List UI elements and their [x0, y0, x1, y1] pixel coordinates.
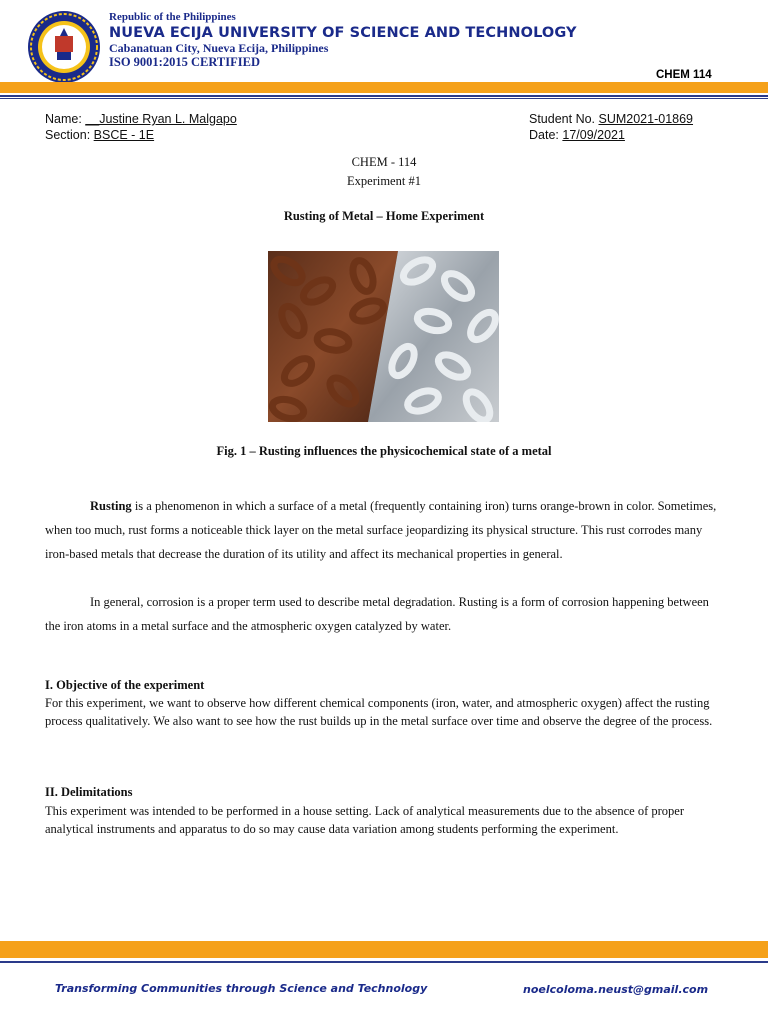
- university-city: Cabanatuan City, Nueva Ecija, Philippines: [109, 41, 329, 55]
- header-blue-rule: [0, 95, 768, 97]
- footer-blue-rule: [0, 961, 768, 963]
- date-field: [529, 128, 625, 142]
- section-value: BSCE - 1E: [93, 128, 155, 142]
- figure-caption: Fig. 1 – Rusting influences the physicochemical state of a metal: [216, 444, 552, 458]
- republic-text: Republic of the Philippines: [109, 11, 236, 23]
- objective-body: For this experiment, we want to observe how different chemical components (iron, water, and atmospheric oxygen) affect the rusting process qualitatively. We also want to see how the rust builds up in the metal surface over time and observe the degree of the process.: [45, 696, 713, 728]
- section-field: [45, 128, 154, 142]
- student-no-field: [529, 112, 693, 126]
- university-seal-icon: [27, 10, 101, 84]
- university-name: NUEVA ECIJA UNIVERSITY OF SCIENCE AND TECHNOLOGY: [109, 25, 577, 41]
- header-course-code: CHEM 114: [656, 69, 712, 81]
- footer-email: noelcoloma.neust@gmail.com: [523, 983, 709, 996]
- header-orange-band: [0, 82, 768, 93]
- date-label: Date:: [529, 128, 559, 142]
- name-value: __Justine Ryan L. Malgapo: [85, 112, 237, 126]
- course-line: CHEM - 114: [351, 155, 417, 169]
- rusted-and-clean-chains-photo: [268, 251, 499, 422]
- delimitations-heading: II. Delimitations: [45, 785, 133, 799]
- intro-paragraph-1: [45, 494, 720, 566]
- experiment-line: Experiment #1: [347, 174, 421, 188]
- footer-motto: Transforming Communities through Science and Technology: [55, 982, 428, 995]
- intro-paragraph-1-text: is a phenomenon in which a surface of a metal (frequently containing iron) turns orange-brown in color. Sometimes, when too much, rust forms a noticeable thick layer on the metal surface jeopardizing its physical structure. This rust corrodes many iron-based metals that decrease the duration of its utility and affect its mechanical properties in general.: [45, 499, 717, 561]
- rusting-term: Rusting: [90, 499, 132, 513]
- header-blue-rule-thin: [0, 98, 768, 99]
- date-value: 17/09/2021: [562, 128, 625, 142]
- student-no-label: Student No.: [529, 112, 596, 126]
- name-field: [45, 112, 237, 126]
- document-title: Rusting of Metal – Home Experiment: [283, 209, 485, 223]
- objective-heading: I. Objective of the experiment: [45, 678, 205, 692]
- section-label: Section:: [45, 128, 91, 142]
- name-label: Name:: [45, 112, 82, 126]
- intro-paragraph-2: [45, 590, 720, 638]
- delimitations-body: This experiment was intended to be performed in a house setting. Lack of analytical measurements due to the absence of proper analytical instruments and apparatus to do so may cause data variation among students performing the experiment.: [45, 804, 685, 836]
- student-no-value: SUM2021-01869: [598, 112, 694, 126]
- iso-certification: ISO 9001:2015 CERTIFIED: [109, 55, 260, 69]
- intro-paragraph-2-text: In general, corrosion is a proper term used to describe metal degradation. Rusting is a form of corrosion happening between the iron atoms in a metal surface and the atmospheric oxygen catalyzed by water.: [45, 595, 709, 633]
- footer-orange-band: [0, 941, 768, 958]
